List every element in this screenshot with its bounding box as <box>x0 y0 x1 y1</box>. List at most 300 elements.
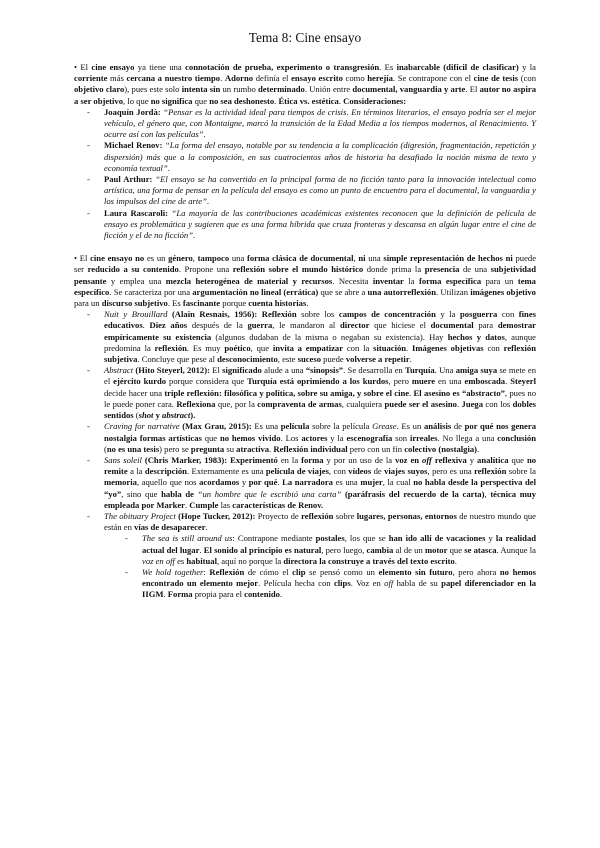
paragraph-text <box>74 253 536 308</box>
text-run: determinado <box>258 84 305 95</box>
text-run: . Aunque la <box>496 544 537 555</box>
text-run: desconocimiento <box>217 354 278 365</box>
text-run: con los <box>483 398 513 409</box>
text-run: . <box>193 230 196 241</box>
text-run: . Se desarrolla en <box>343 365 406 376</box>
text-run: cine de tesis <box>473 73 519 84</box>
sub-list <box>104 533 536 600</box>
text-run: es un <box>144 253 169 264</box>
text-run: . Es <box>379 62 397 72</box>
text-run: cine ensayo <box>91 62 135 72</box>
text-run: We hold together <box>142 566 204 577</box>
text-run: que se abre a <box>318 286 368 297</box>
text-run: subjetividad pensante <box>74 264 536 286</box>
text-run: forma clásica de documental <box>247 253 354 264</box>
section-paragraph <box>74 62 536 107</box>
text-run: ni <box>358 253 366 264</box>
text-run: con <box>483 342 504 353</box>
text-run: Ética vs. estética <box>278 95 339 106</box>
text-run: “La forma del ensayo, notable por su tendencia a la complicación (digresión, fragmentación, repetición y dispersión) más que a la composición, en sus cuatrocientos años de historia ha desafiado la noción misma de texto y economía textual” <box>104 140 536 173</box>
text-run: definía el <box>253 73 292 84</box>
text-run: Forma <box>167 589 193 600</box>
text-run: Consideraciones: <box>343 95 407 106</box>
text-run: más <box>107 73 127 84</box>
text-run: . <box>142 320 150 331</box>
section-paragraph <box>74 253 536 309</box>
text-run: forma <box>301 454 324 465</box>
text-run: . <box>205 522 208 533</box>
text-run: . No llega a una <box>437 432 498 443</box>
text-run: reflexión sobre el mundo histórico <box>232 264 364 275</box>
text-run: . <box>454 555 457 566</box>
sub-list-item <box>142 567 536 601</box>
text-run: una <box>365 253 384 264</box>
text-run: una autorreflexión <box>367 286 436 297</box>
text-run: , sino que <box>121 488 162 499</box>
text-run: discurso subjetivo <box>101 298 168 309</box>
text-run: son <box>392 432 410 443</box>
text-run: . Es <box>167 298 183 309</box>
text-run: género <box>168 253 193 264</box>
text-run: un rumbo <box>220 84 259 95</box>
text-run: y <box>239 477 249 488</box>
text-run: , aunque predomina la <box>104 331 536 353</box>
text-run: su <box>224 443 237 454</box>
text-run: . <box>409 387 414 398</box>
text-run: La narradora <box>282 477 333 488</box>
text-run: análisis <box>423 421 452 432</box>
text-run: película de viajes <box>265 466 329 477</box>
text-run: no habla desde la perspectiva del “yo” <box>104 477 537 499</box>
text-run: Joaquín Jordà: <box>104 106 164 117</box>
text-run: argumentación no lineal (errática) <box>192 286 319 297</box>
text-run: The obituary Project <box>104 510 176 521</box>
text-run: “El ensayo se ha convertido en la principal forma de no ficción tanto para la innovación intelectual como artística, una forma de pensar en la película del ensayo es como un punto de encuentro para el documental, la vanguardia y los impulsos del cine de arte” <box>104 174 537 207</box>
text-run: irreales <box>409 432 438 443</box>
text-run: Reflexiona <box>176 398 216 409</box>
text-run: documental, vanguardia y arte <box>352 84 466 95</box>
text-run: . Unión entre <box>304 84 353 95</box>
text-run: lugares, personas, entornos <box>356 510 457 521</box>
text-run: (Hito Steyerl, 2012): <box>135 365 210 376</box>
text-run: , aquello que nos <box>136 477 200 488</box>
text-run: no significa <box>150 95 193 106</box>
text-run: guerra <box>247 320 273 331</box>
text-run: en una <box>435 376 465 387</box>
text-run: Adorno <box>224 73 254 84</box>
text-run: intenta sin <box>181 84 221 95</box>
text-run: Sans soleil <box>104 454 142 465</box>
text-run: situación <box>373 342 407 353</box>
text-run: dobles sentidos <box>104 398 537 421</box>
text-run: voz en off <box>142 555 175 566</box>
text-run: . Voz en <box>350 578 385 589</box>
text-run: . Es muy <box>186 342 225 353</box>
text-run: muere <box>411 376 436 387</box>
text-run: la realidad actual del lugar <box>142 533 537 555</box>
text-run: motor <box>424 544 448 555</box>
text-run: cuenta historias <box>248 298 307 309</box>
text-run: triple reflexión: filosófica y política, sobre su amiga, y sobre el cine <box>164 387 410 398</box>
text-run: Laura Rascaroli: <box>104 207 172 218</box>
text-run: inventar <box>372 275 404 286</box>
text-run: . <box>279 589 283 600</box>
text-run: Cumple <box>189 499 219 510</box>
text-run: en la <box>277 454 302 465</box>
text-run: , le mandaron al <box>272 320 340 331</box>
text-run: . Se contrapone con el <box>392 73 474 84</box>
list-item <box>104 208 536 242</box>
section-intro <box>74 62 536 241</box>
text-run: significado <box>222 365 262 376</box>
text-run: ( <box>133 410 139 421</box>
text-run: propia para el <box>192 589 245 600</box>
text-run: cambia <box>366 544 394 555</box>
text-run: Reflexión individual <box>273 443 348 454</box>
text-run: (paráfrasis del recuerdo de la carta) <box>344 488 485 499</box>
text-run: no hemos encontrado un elemento mejor <box>142 566 536 589</box>
text-run: El sonido al principio es natural <box>203 544 322 555</box>
text-run: Abstract <box>104 365 134 376</box>
text-run: una <box>229 253 248 264</box>
text-run: y la <box>327 432 347 443</box>
text-run: . Necesita <box>332 275 373 286</box>
text-run: Craving for narrative <box>104 421 180 432</box>
text-run: autor no aspira a ser objetivo <box>74 84 537 106</box>
text-run: de <box>451 421 465 432</box>
text-run: simple representación de hechos <box>383 253 503 264</box>
text-run: donde prima la <box>363 264 425 275</box>
text-run: Steyerl <box>510 376 536 387</box>
text-run: . <box>167 162 170 173</box>
text-run: y por un uso de la <box>323 454 396 465</box>
list-item <box>104 421 536 455</box>
text-run: alude a una <box>261 365 306 376</box>
text-run: que <box>508 454 527 465</box>
text-run: (algunos dudaban de la misma o negaban su existencia). Hay <box>211 331 448 342</box>
text-run: poético <box>224 342 251 353</box>
text-run: decide hacer una <box>104 387 165 398</box>
text-run: es <box>174 555 187 566</box>
text-run: Turquía <box>405 365 435 376</box>
text-run: porque <box>220 298 249 309</box>
text-run: . <box>203 129 206 140</box>
text-run: y <box>485 533 496 544</box>
text-run: campos de concentración <box>338 309 436 320</box>
text-run: para <box>473 320 498 331</box>
text-run: documental <box>430 320 474 331</box>
text-run: director <box>339 320 370 331</box>
text-run: (Hope Tucker, 2012): <box>178 510 256 521</box>
text-run: reflexión <box>301 510 334 521</box>
text-run: . <box>277 477 283 488</box>
item-text <box>104 511 536 532</box>
text-run: , pero es una <box>427 466 475 477</box>
text-run: al de un <box>393 544 425 555</box>
text-run: . <box>456 398 462 409</box>
text-run: vídeos <box>348 466 372 477</box>
text-run: para un <box>74 298 102 309</box>
text-run: hechos y datos <box>447 331 505 342</box>
text-run: connotación de prueba, experimento o transgresión <box>185 62 380 72</box>
bullet-icon: • <box>74 253 78 264</box>
text-run: . <box>269 443 274 454</box>
sub-list-item <box>142 533 536 567</box>
text-run: película <box>280 421 310 432</box>
list-item <box>104 309 536 365</box>
text-run: reflexión <box>474 466 507 477</box>
text-run: elemento sin futuro <box>378 566 453 577</box>
text-run: . Una <box>434 365 456 376</box>
text-run: reflexión subjetiva <box>104 342 536 365</box>
text-run: . <box>185 499 190 510</box>
text-run: que <box>447 544 465 555</box>
text-run: , <box>353 253 359 264</box>
text-run: “un hombre que le escribió una carta” <box>197 488 342 499</box>
section-definition <box>74 253 536 600</box>
text-run: postales <box>315 533 345 544</box>
text-run: “La mayoría de las contribuciones académicas existentes reconocen que la definición de película de ensayo es problemática y sugieren que es una forma híbrida que cruza fronteras y descansa en algún lugar entre el cine de ficción y el de no ficción” <box>104 207 536 241</box>
text-run: acordamos <box>199 477 240 488</box>
text-run: . <box>505 376 511 387</box>
text-run: atractiva <box>236 443 270 454</box>
text-run: , lo que <box>123 95 151 106</box>
text-run: Paul Arthur: <box>104 174 156 185</box>
text-run: (Chris Marker, 1983): Experimentó <box>144 454 278 465</box>
text-run: . <box>274 95 279 106</box>
text-run: sobre la película <box>309 421 373 432</box>
text-run: puede ser <box>74 253 537 275</box>
text-run: , <box>484 488 491 499</box>
text-run: con la <box>343 342 374 353</box>
text-run: , este <box>277 354 298 365</box>
text-run: se mete en el <box>104 365 537 387</box>
text-run: presencia <box>424 264 460 275</box>
text-run: voz en <box>395 454 423 465</box>
list-item <box>104 365 536 421</box>
text-run: colectivo (nostalgia) <box>404 443 478 454</box>
text-run: sobre la <box>506 466 536 477</box>
list-item <box>104 107 536 141</box>
text-run: vías de desaparecer <box>134 522 206 533</box>
text-run: fascinante <box>182 298 221 309</box>
text-run: clip <box>292 566 306 577</box>
text-run: puede <box>321 354 346 365</box>
text-run: papel diferenciador en la IIGM <box>142 578 536 600</box>
text-run: no <box>135 253 145 264</box>
text-run: forma específica <box>418 275 482 286</box>
text-run: ), pues este solo <box>124 84 182 95</box>
text-run: “sinopsis” <box>305 365 344 376</box>
text-run: descripción <box>144 466 187 477</box>
text-run: Juega <box>461 398 483 409</box>
text-run: . Propone una <box>178 264 233 275</box>
text-run: y <box>153 410 163 421</box>
text-run: shot <box>138 410 154 421</box>
text-run: , la cual <box>382 477 414 488</box>
text-run: como <box>342 73 368 84</box>
text-run: (Alain Resnais, 1956): Reflexión <box>171 309 297 320</box>
text-run: y la <box>435 309 461 320</box>
text-run: . Película hecha con <box>258 578 334 589</box>
text-run: reflexión <box>154 342 187 353</box>
text-run: y emplea una <box>106 275 166 286</box>
text-run: características de Renov. <box>232 499 324 510</box>
text-run: tema específico <box>74 275 536 297</box>
text-run: mujer <box>360 477 383 488</box>
text-run: , pero ahora <box>452 566 500 577</box>
text-run: actores <box>301 432 328 443</box>
text-run: abstract <box>162 410 191 421</box>
text-run: Nuit y Brouillard <box>104 309 168 320</box>
text-run: . <box>199 544 204 555</box>
text-run: compraventa de armas <box>257 398 342 409</box>
text-run: amiga suya <box>455 365 498 376</box>
text-run: “Pensar es la actividad ideal para tiempos de crisis. En términos literarios, el ensayo podría ser el mejor vehículo, el género que, con Montaigne, marcó la transición de la Edad Media a los tiempos modernos, al Renacimiento. Y ocurre así con las películas” <box>104 106 537 140</box>
text-run: memoria <box>104 477 137 488</box>
text-run: reflexiva <box>434 454 467 465</box>
text-run: ya tiene una <box>134 62 186 72</box>
text-run: . <box>406 342 413 353</box>
text-run: , con <box>328 466 349 477</box>
text-run: demostrar empíricamente su existencia <box>104 320 536 342</box>
text-run: para un <box>481 275 518 286</box>
text-run: directora la construye a través del texto escrito <box>283 555 455 566</box>
text-run: Es una <box>251 421 281 432</box>
text-run: . <box>477 443 480 454</box>
text-run: no es una tesis <box>106 443 160 454</box>
text-run: de <box>371 466 385 477</box>
text-run: se atasca <box>464 544 497 555</box>
text-run: , aquí no porque la <box>216 555 284 566</box>
text-run: ). <box>190 410 196 421</box>
text-run: Michael Renov: <box>104 140 166 151</box>
text-run: han ido allí de vacaciones <box>388 533 486 544</box>
quotes-list <box>74 107 536 241</box>
text-run: . <box>206 196 210 207</box>
list-item <box>104 455 536 511</box>
text-run: El <box>209 365 223 376</box>
text-run: . <box>409 354 412 365</box>
text-run: cercana a nuestro tiempo <box>126 73 221 84</box>
text-run: . <box>338 95 344 106</box>
text-run: no remite <box>104 454 537 477</box>
text-run: ensayo escrito <box>291 73 343 84</box>
text-run: . Se caracteriza por una <box>109 286 193 297</box>
text-run: , cualquiera <box>341 398 385 409</box>
text-run: se pensó como un <box>305 566 379 577</box>
text-run: , pues no le puede poner cara. <box>104 387 536 409</box>
text-run: objetivo claro <box>74 84 125 95</box>
text-run: habla de <box>161 488 194 499</box>
text-run: que, por la <box>215 398 258 409</box>
text-run: Diez años <box>149 320 188 331</box>
text-run: Proyecto de <box>255 510 302 521</box>
text-run: no hemos vivido <box>219 432 281 443</box>
text-run: herejía <box>367 73 393 84</box>
text-run: . <box>220 73 225 84</box>
text-run: (con <box>518 73 537 84</box>
text-run: con <box>497 309 519 320</box>
text-run: ni <box>505 253 513 264</box>
text-run: tampoco <box>197 253 230 264</box>
text-run: por qué <box>248 477 278 488</box>
text-run: Reflexión <box>209 566 245 577</box>
text-run: contenido <box>244 589 280 600</box>
text-run: . Los <box>280 432 302 443</box>
list-item <box>104 140 536 174</box>
text-run: analítica <box>477 454 509 465</box>
bullet-icon: • <box>74 62 78 72</box>
text-run: habitual <box>186 555 217 566</box>
text-run: : <box>203 566 210 577</box>
text-run: las <box>218 499 233 510</box>
text-run: . Externamente es una <box>186 466 266 477</box>
text-run: habla de su <box>393 578 442 589</box>
text-run: , pero <box>388 376 412 387</box>
text-run: conclusión <box>497 432 536 443</box>
text-run: reducido a su contenido <box>87 264 179 275</box>
text-run: invita a empatizar <box>272 342 344 353</box>
text-run: ) pero se <box>159 443 191 454</box>
text-run: sobre <box>333 510 357 521</box>
text-run: después de la <box>187 320 248 331</box>
paragraph-text <box>74 62 536 106</box>
text-run: suceso <box>297 354 322 365</box>
text-run: El asesino es “abstracto” <box>413 387 505 398</box>
text-run: clips <box>333 578 351 589</box>
text-run: posguerra <box>460 309 498 320</box>
text-run: off <box>384 578 394 589</box>
text-run: , <box>192 253 198 264</box>
text-run: y la <box>518 62 536 72</box>
text-run: escenografía <box>346 432 393 443</box>
text-run: mezcla heterogénea de material y recursos <box>165 275 333 286</box>
text-run: inabarcable (difícil de clasificar) <box>396 62 519 72</box>
text-run: emboscada <box>464 376 506 387</box>
text-run: viajes suyos <box>384 466 428 477</box>
list-item <box>104 511 536 601</box>
text-run: sobre los <box>296 309 339 320</box>
text-run: , que <box>250 342 273 353</box>
text-run: pero con un fin <box>347 443 405 454</box>
text-run: El <box>79 253 91 264</box>
text-run: imágenes objetivo <box>470 286 536 297</box>
text-run: . <box>163 589 168 600</box>
text-run: de una <box>459 264 491 275</box>
text-run: Turquía está oprimiendo a los kurdos <box>247 376 389 387</box>
text-run: pregunta <box>190 443 225 454</box>
text-run: corriente <box>74 73 108 84</box>
text-run: Grease <box>372 421 397 432</box>
text-run: volverse a repetir <box>345 354 410 365</box>
text-run: técnica muy empleada por Marker <box>104 488 537 510</box>
text-run: por qué nos genera nostalgia formas artísticas <box>104 421 536 443</box>
text-run: y <box>466 454 478 465</box>
text-run: que <box>201 432 220 443</box>
text-run: . Es un <box>396 421 424 432</box>
text-run: es una <box>332 477 361 488</box>
text-run: que <box>192 95 210 106</box>
text-run: , pero luego, <box>321 544 367 555</box>
text-run: puede ser el asesino <box>384 398 457 409</box>
text-run: , los que se <box>344 533 389 544</box>
films-list <box>74 309 536 600</box>
text-run: off <box>422 454 432 465</box>
text-run: la <box>403 275 419 286</box>
text-run: a la <box>127 466 145 477</box>
text-run: . <box>306 298 309 309</box>
